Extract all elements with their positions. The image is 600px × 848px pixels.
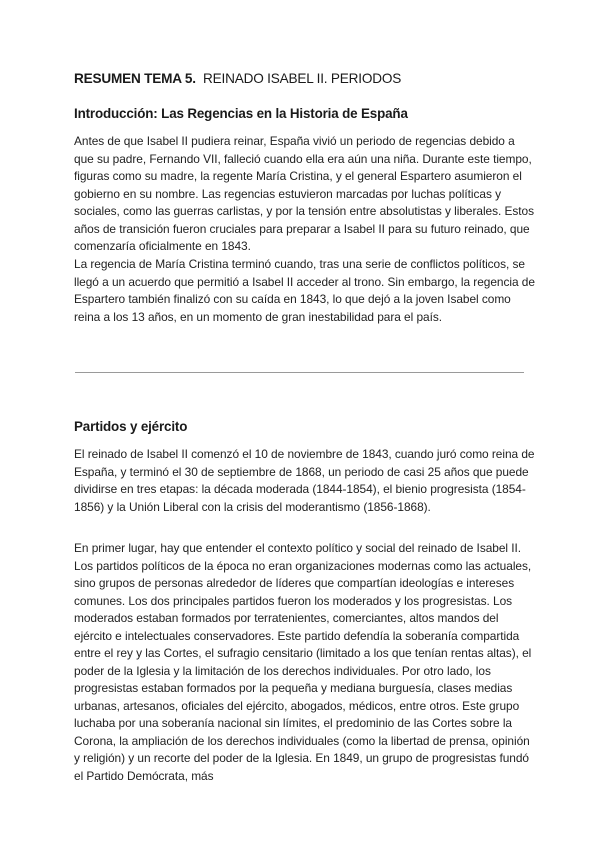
paragraph-partidos-2: En primer lugar, hay que entender el contexto político y social del reinado de Isabel II. Los partidos políticos de la época no eran organizaciones modernas como las actuales, sino grupos de personas alrededor de líderes que compartían ideologías e intereses comunes. Los dos principales partidos fueron los moderados y los progresistas. Los moderados estaban formados por terratenientes, comerciantes, altos mandos del ejército e intelectuales conservadores. Este partido defendía la soberanía compartida entre el rey y las Cortes, el sufragio censitario (limitado a los que tenían rentas altas), el poder de la Iglesia y la limitación de los derechos individuales. Por otro lado, los progresistas estaban formados por la pequeña y mediana burguesía, clases medias urbanas, artesanos, oficiales del ejército, abogados, médicos, entre otros. Este grupo luchaba por una soberanía nacional sin límites, el predominio de las Cortes sobre la Corona, la ampliación de los derechos individuales (como la libertad de prensa, opinión y religión) y un recorte del poder de la Iglesia. En 1849, un grupo de progresistas fundó el Partido Demócrata, más [74, 541, 532, 783]
paragraph-partidos-1: El reinado de Isabel II comenzó el 10 de noviembre de 1843, cuando juró como reina de España, y terminó el 30 de septiembre de 1868, un periodo de casi 25 años que puede dividirse en tres etapas: la década moderada (1844-1854), el bienio progresista (1854-1856) y la Unión Liberal con la crisis del moderantismo (1856-1868). [74, 447, 535, 514]
title-part-2: REINADO ISABEL II. PERIODOS [203, 71, 402, 86]
section-divider [75, 372, 524, 373]
paragraph-regencias-2: La regencia de María Cristina terminó cuando, tras una serie de conflictos políticos, se llegó a un acuerdo que permitió a Isabel II acceder al trono. Sin embargo, la regencia de Espartero también finalizó con su caída en 1843, lo que dejó a la joven Isabel como reina a los 13 años, en un momento de gran inestabilidad para el país. [74, 257, 535, 324]
section-heading-partidos: Partidos y ejército [74, 419, 188, 434]
section-heading-regencias: Introducción: Las Regencias en la Historia de España [74, 106, 408, 121]
paragraph-regencias-1: Antes de que Isabel II pudiera reinar, España vivió un periodo de regencias debido a que su padre, Fernando VII, falleció cuando ella era aún una niña. Durante este tiempo, figuras como su madre, la regente María Cristina, y el general Espartero asumieron el gobierno en su nombre. Las regencias estuvieron marcadas por luchas políticas y sociales, como las guerras carlistas, y por la tensión entre absolutistas y liberales. Estos años de transición fueron cruciales para preparar a Isabel II para su futuro reinado, que comenzaría oficialmente en 1843. [74, 134, 535, 253]
title-part-1: RESUMEN TEMA 5. [74, 71, 196, 86]
document-title [74, 71, 534, 86]
